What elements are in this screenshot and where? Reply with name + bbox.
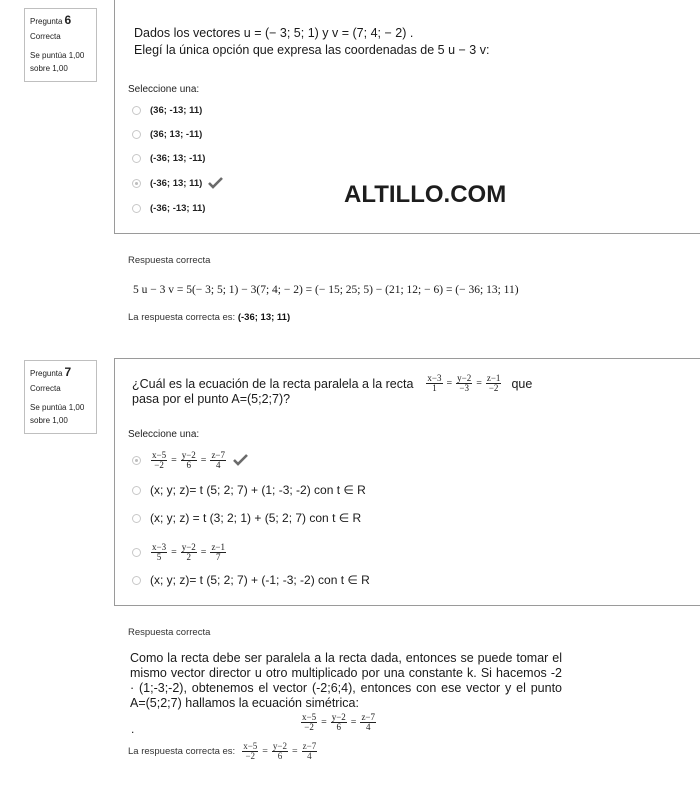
- fraction: $\frac{y-2}{2}$: [181, 541, 196, 562]
- question-state: Correcta: [30, 384, 61, 393]
- option-label: (-36; 13; 11): [150, 177, 203, 189]
- radio-button-selected[interactable]: [132, 456, 141, 465]
- question-text-7-line2: pasa por el punto A=(5;2;7)?: [132, 392, 291, 406]
- question-text: que: [511, 376, 533, 391]
- radio-button[interactable]: [132, 548, 141, 557]
- dot: .: [131, 722, 135, 736]
- option-label: (-36; -13; 11): [150, 202, 206, 214]
- check-icon: [208, 177, 223, 189]
- option-label: (x; y; z) = t (3; 2; 1) + (5; 2; 7) con t ∈ R: [150, 511, 362, 525]
- select-label: Seleccione una:: [128, 84, 200, 95]
- radio-button[interactable]: [132, 576, 141, 585]
- feedback-title: Respuesta correcta: [128, 255, 211, 266]
- radio-button[interactable]: [132, 154, 141, 163]
- correct-label: La respuesta correcta es:: [128, 746, 236, 757]
- fraction: $\frac{y-2}{6}$: [181, 449, 196, 470]
- fraction: $\frac{y-2}{6}$: [331, 712, 346, 732]
- option-label: (x; y; z)= t (5; 2; 7) + (-1; -3; -2) con t ∈ R: [150, 573, 370, 587]
- option-label: (-36; 13; -11): [150, 152, 206, 164]
- solution-expression: 5 u − 3 v = 5(− 3; 5; 1) − 3(7; 4; − 2) = (− 15; 25; 5) − (21; 12; − 6) = (− 36; 13; 11): [133, 284, 519, 296]
- question-label: Pregunta: [30, 17, 63, 26]
- fraction: $\frac{x-3}{1}$: [427, 373, 442, 393]
- fraction: $\frac{z-7}{4}$: [211, 449, 226, 470]
- radio-button[interactable]: [132, 486, 141, 495]
- radio-button[interactable]: [132, 204, 141, 213]
- fraction: $\frac{x-5}{-2}$: [152, 449, 167, 470]
- option-5[interactable]: [132, 571, 370, 589]
- option-1[interactable]: [132, 101, 202, 119]
- radio-button[interactable]: [132, 106, 141, 115]
- option-4[interactable]: $\frac{x-3}{5}$ = $\frac{y-2}{2}$ = $\frac{z-1}{7}$: [132, 540, 227, 564]
- question-text-6-line2: Elegí la única opción que expresa las coordenadas de 5 u − 3 v:: [134, 43, 490, 57]
- fraction: $\frac{x-3}{5}$: [152, 541, 167, 562]
- fraction: $\frac{z-1}{-2}$: [486, 373, 501, 393]
- option-3[interactable]: [132, 509, 361, 527]
- check-icon: [233, 454, 248, 466]
- watermark: ALTILLO.COM: [344, 181, 507, 208]
- fraction: $\frac{z-7}{4}$: [302, 741, 317, 761]
- feedback-title: Respuesta correcta: [128, 627, 211, 638]
- fraction: $\frac{y-2}{-3}$: [457, 373, 472, 393]
- correct-answer-6: [128, 312, 290, 323]
- correct-answer-7: [128, 742, 318, 761]
- question-state: Correcta: [30, 32, 61, 41]
- question-info-6: [24, 8, 97, 82]
- question-number: 6: [64, 13, 72, 27]
- option-4[interactable]: [132, 174, 223, 192]
- correct-label: La respuesta correcta es:: [128, 312, 236, 323]
- fraction: $\frac{x-5}{-2}$: [243, 741, 258, 761]
- radio-button[interactable]: [132, 130, 141, 139]
- explanation-text: Como la recta debe ser paralela a la recta dada, entonces se puede tomar el mismo vector director u otro multiplicado por una constante k. Si hacemos -2 · (1;-3;-2), obtenemos el vector (-2;6;4), entonces con ese vector y el punto A=(5;2;7) hallamos la ecuación simétrica:: [130, 651, 562, 710]
- option-1[interactable]: $\frac{x-5}{-2}$ = $\frac{y-2}{6}$ = $\frac{z-7}{4}$: [132, 448, 248, 472]
- fraction: $\frac{z-1}{7}$: [211, 541, 226, 562]
- symmetric-equation: $\frac{x-5}{-2}$ = $\frac{y-2}{6}$ = $\frac{z-7}{4}$: [302, 712, 376, 732]
- option-label: (36; 13; -11): [150, 128, 203, 140]
- option-label: (x; y; z)= t (5; 2; 7) + (1; -3; -2) con t ∈ R: [150, 483, 366, 497]
- question-score: Se puntúa 1,00 sobre 1,00: [30, 51, 85, 73]
- question-text: ¿Cuál es la ecuación de la recta paralela a la recta: [132, 376, 414, 391]
- question-info-7: [24, 360, 97, 434]
- correct-value: (-36; 13; 11): [237, 312, 291, 323]
- radio-button[interactable]: [132, 514, 141, 523]
- radio-button-selected[interactable]: [132, 179, 141, 188]
- fraction: $\frac{z-7}{4}$: [361, 712, 376, 732]
- select-label: Seleccione una:: [128, 429, 200, 440]
- option-2[interactable]: [132, 125, 202, 143]
- fraction: $\frac{y-2}{6}$: [272, 741, 287, 761]
- option-2[interactable]: [132, 481, 366, 499]
- option-label: (36; -13; 11): [150, 104, 203, 116]
- option-5[interactable]: [132, 199, 205, 217]
- question-score: Se puntúa 1,00 sobre 1,00: [30, 403, 85, 425]
- question-number: 7: [64, 365, 72, 379]
- correct-equation: $\frac{x-5}{-2}$ = $\frac{y-2}{6}$ = $\frac{z-7}{4}$: [243, 741, 317, 761]
- question-label: Pregunta: [30, 369, 63, 378]
- given-line-equation: $\frac{x-3}{1}$ = $\frac{y-2}{-3}$ = $\frac{z-1}{-2}$: [427, 373, 501, 393]
- option-3[interactable]: [132, 149, 205, 167]
- question-text-6-line1: Dados los vectores u = (− 3; 5; 1) y v = (7; 4; − 2) .: [134, 26, 414, 40]
- fraction: $\frac{x-5}{-2}$: [302, 712, 317, 732]
